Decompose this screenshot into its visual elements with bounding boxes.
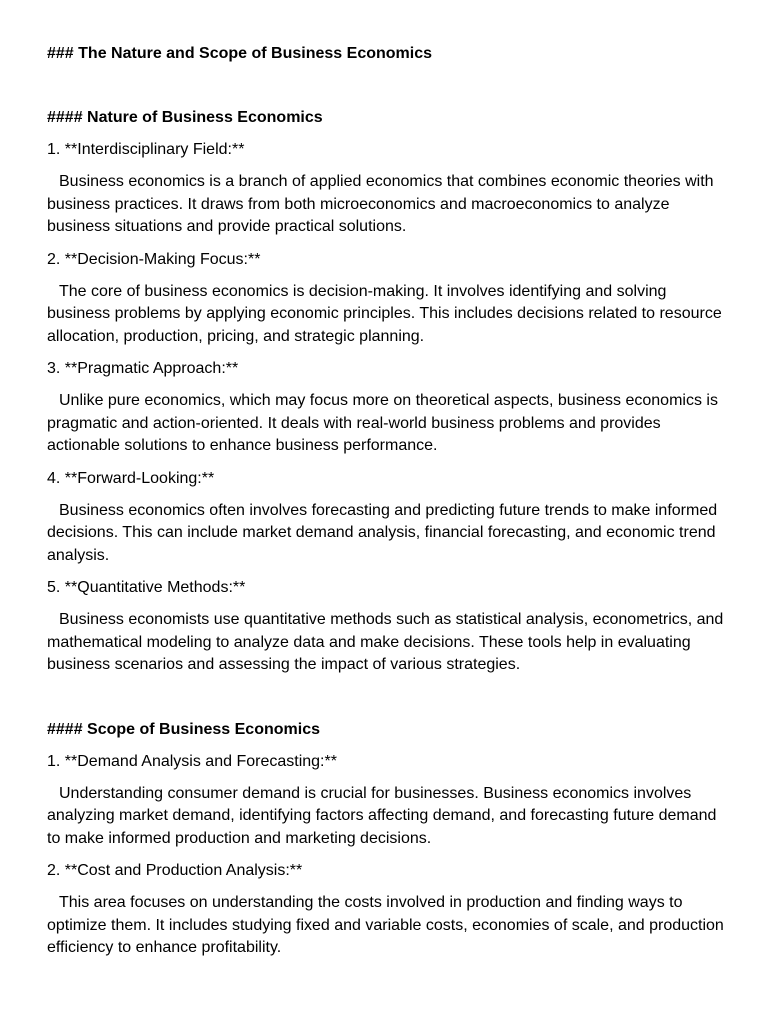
- item-paragraph: Business economics is a branch of applied economics that combines economic theories with business practices. It draws from both microeconomics and macroeconomics to analyze business situations and provide practical solutions.: [47, 173, 714, 235]
- document-page: [47, 43, 727, 960]
- item-heading: 2. **Decision-Making Focus:**: [47, 250, 261, 268]
- section-nature: [47, 107, 727, 677]
- item-paragraph: The core of business economics is decision-making. It involves identifying and solving business problems by applying economic principles. This includes decisions related to resource allocation, production, pricing, and strategic planning.: [47, 282, 722, 345]
- item-heading: 3. **Pragmatic Approach:**: [47, 360, 239, 377]
- item-paragraph: Business economists use quantitative methods such as statistical analysis, econometrics, and mathematical modeling to analyze data and make decisions. These tools help in evaluating business scenarios and assessing the impact of various strategies.: [47, 611, 724, 673]
- document-title: ### The Nature and Scope of Business Economics: [47, 45, 432, 62]
- section-scope: [47, 719, 727, 960]
- item-heading: 1. **Demand Analysis and Forecasting:**: [47, 752, 337, 770]
- item-heading: 5. **Quantitative Methods:**: [47, 579, 246, 596]
- item-heading: 1. **Interdisciplinary Field:**: [47, 141, 245, 158]
- item-paragraph: Business economics often involves forecasting and predicting future trends to make informed decisions. This can include market demand analysis, financial forecasting, and economic trend analysis.: [47, 501, 718, 564]
- item-heading: 4. **Forward-Looking:**: [47, 469, 215, 487]
- item-paragraph: Unlike pure economics, which may focus more on theoretical aspects, business economics is pragmatic and action-oriented. It deals with real-world business problems and provides actionable solutions to enhance business performance.: [47, 392, 718, 454]
- item-paragraph: Understanding consumer demand is crucial for businesses. Business economics involves analyzing market demand, identifying factors affecting demand, and forecasting future demand to make informed production and marketing decisions.: [47, 784, 717, 847]
- item-paragraph: This area focuses on understanding the costs involved in production and finding ways to optimize them. It includes studying fixed and variable costs, economies of scale, and production efficiency to enhance profitability.: [47, 894, 724, 956]
- item-heading: 2. **Cost and Production Analysis:**: [47, 862, 303, 879]
- section-heading: #### Scope of Business Economics: [47, 720, 320, 738]
- section-heading: #### Nature of Business Economics: [47, 109, 323, 126]
